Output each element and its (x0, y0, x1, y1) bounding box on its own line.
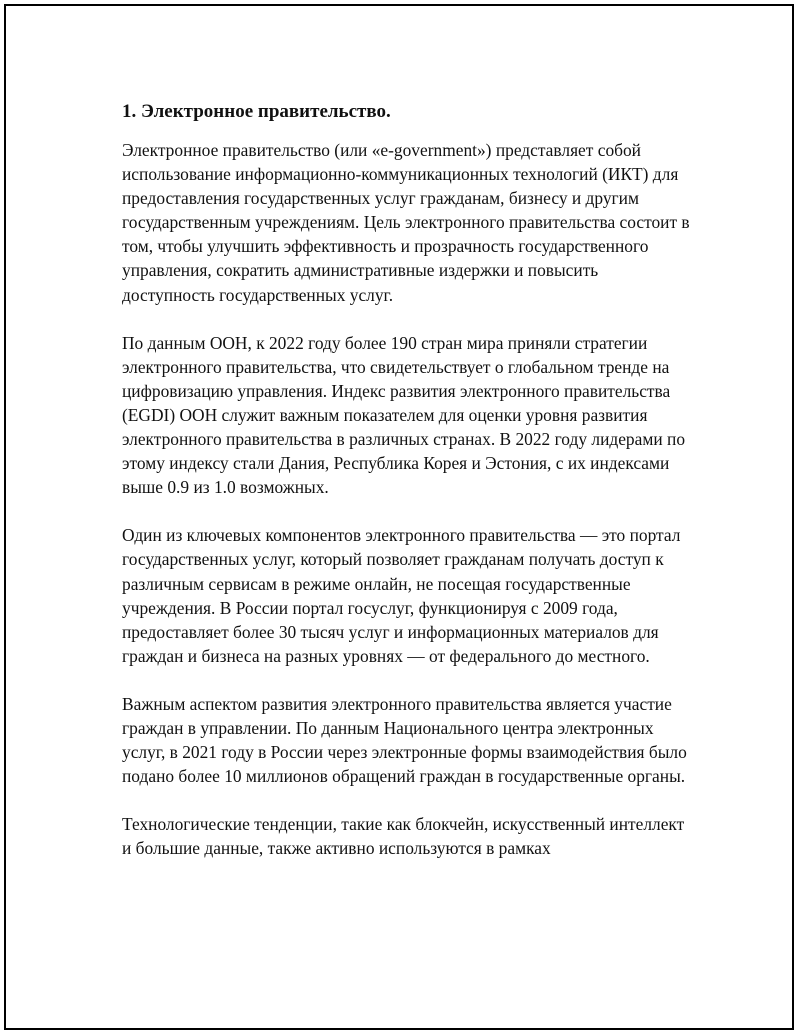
paragraph-technology-trends: Технологические тенденции, такие как блокчейн, искусственный интеллект и большие данные, также активно используются в рамках (122, 814, 685, 859)
paragraph-un-egdi-statistics: По данным ООН, к 2022 году более 190 стран мира приняли стратегии электронного правительства, что свидетельствует о глобальном тренде на цифровизацию управления. Индекс развития электронного правительства (EGDI) ООН служит важным показателем для оценки уровня развития электронного правительства в различных странах. В 2022 году лидерами по этому индексу стали Дания, Республика Корея и Эстония, с их индексами выше 0.9 из 1.0 возможных. (122, 332, 686, 498)
paragraph-public-services-portal: Один из ключевых компонентов электронного правительства — это портал государственных услуг, который позволяет гражданам получать доступ к различным сервисам в режиме онлайн, не посещая государственные учреждения. В России портал госуслуг, функционируя с 2009 года, предоставляет более 30 тысяч услуг и информационных материалов для граждан и бизнеса на разных уровнях — от федерального до местного. (122, 525, 681, 666)
paragraph-citizen-participation: Важным аспектом развития электронного правительства является участие граждан в управлении. По данным Национального центра электронных услуг, в 2021 году в России через электронные формы взаимодействия было подано более 10 миллионов обращений граждан в государственные органы. (122, 693, 687, 787)
section-heading: 1. Электронное правительство. (122, 101, 391, 122)
document-page (4, 4, 794, 1030)
document-body (122, 100, 692, 884)
paragraph-e-government-definition: Электронное правительство (или «e-government») представляет собой использование информационно-коммуникационных технологий (ИКТ) для предоставления государственных услуг гражданам, бизнесу и другим государственным учреждениям. Цель электронного правительства состоит в том, чтобы улучшить эффективность и прозрачность государственного управления, сократить административные издержки и повысить доступность государственных услуг. (122, 140, 690, 305)
